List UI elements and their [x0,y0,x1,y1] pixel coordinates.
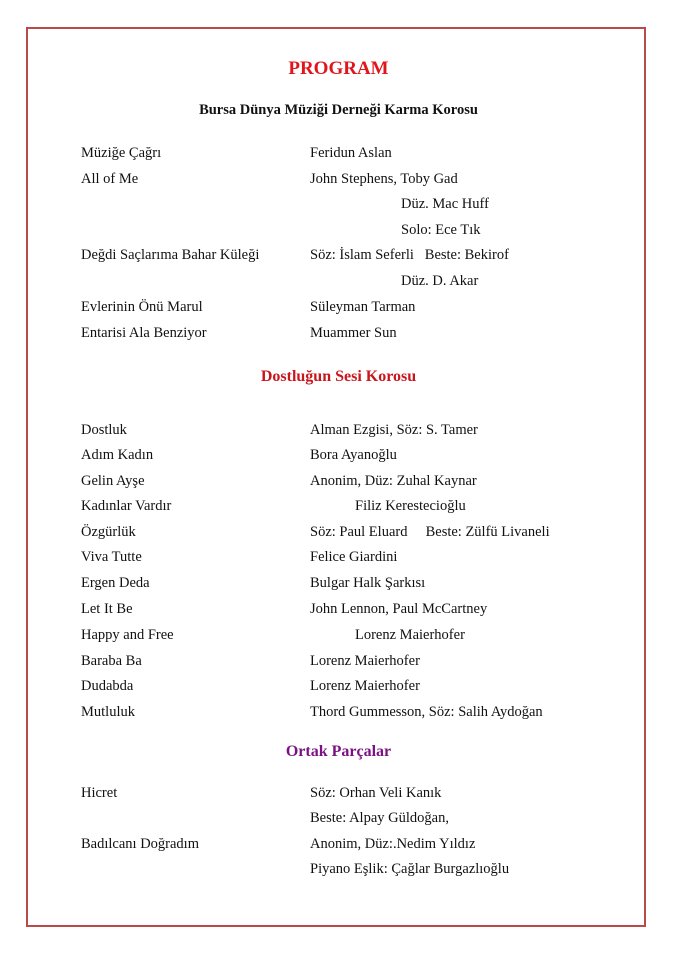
song-credit: John Stephens, Toby Gad [310,171,458,187]
song-title: Entarisi Ala Benziyor [81,325,207,341]
program-row [0,247,677,269]
song-title: Özgürlük [81,524,136,540]
program-row [0,704,677,726]
song-title: Evlerinin Önü Marul [81,299,203,315]
program-row [0,145,677,167]
song-credit: Anonim, Düz:.Nedim Yıldız [310,836,476,852]
choir2-title: Dostluğun Sesi Korosu [260,368,417,385]
song-title: Let It Be [81,601,133,617]
program-row [0,785,677,807]
program-row [0,836,677,858]
song-title: All of Me [81,171,139,187]
choir1-title: Bursa Dünya Müziği Derneği Karma Korosu [199,102,478,118]
program-row [0,273,677,295]
program-row [0,810,677,832]
song-credit: Düz. Mac Huff [401,196,489,212]
song-title: Mutluluk [81,704,135,720]
song-title: Viva Tutte [81,549,142,565]
program-row [0,299,677,321]
song-credit: Felice Giardini [310,549,398,565]
song-credit: Feridun Aslan [310,145,392,161]
song-title: Happy and Free [81,627,174,643]
song-title: Badılcanı Doğradım [81,836,199,852]
song-credit: Düz. D. Akar [401,273,479,289]
song-title: Müziğe Çağrı [81,145,162,161]
song-title: Ergen Deda [81,575,150,591]
song-title: Baraba Ba [81,653,142,669]
song-credit: Piyano Eşlik: Çağlar Burgazlıoğlu [310,861,510,877]
song-credit: Beste: Alpay Güldoğan, [310,810,449,826]
program-row [0,171,677,193]
program-row [0,678,677,700]
program-row [0,549,677,571]
song-title: Kadınlar Vardır [81,498,172,514]
song-title: Hicret [81,785,118,801]
song-credit: Solo: Ece Tık [401,222,481,238]
song-credit: Bulgar Halk Şarkısı [310,575,426,591]
song-title: Dostluk [81,422,127,438]
program-row [0,575,677,597]
song-credit: Alman Ezgisi, Söz: S. Tamer [310,422,478,438]
song-credit: Bora Ayanoğlu [310,447,397,463]
program-row [0,325,677,347]
program-row [0,498,677,520]
song-title: Dudabda [81,678,134,694]
song-credit: Söz: Orhan Veli Kanık [310,785,442,801]
song-credit: Söz: Paul Eluard Beste: Zülfü Livaneli [310,524,550,540]
song-credit: Süleyman Tarman [310,299,416,315]
common-title: Ortak Parçalar [285,743,392,760]
program-row [0,222,677,244]
song-credit: Thord Gummesson, Söz: Salih Aydoğan [310,704,543,720]
song-title: Gelin Ayşe [81,473,145,489]
song-credit: Anonim, Düz: Zuhal Kaynar [310,473,477,489]
program-row [0,627,677,649]
song-credit: Lorenz Maierhofer [310,653,420,669]
program-row [0,524,677,546]
song-credit: Filiz Kerestecioğlu [355,498,466,514]
program-row [0,601,677,623]
song-credit: Lorenz Maierhofer [355,627,465,643]
program-row [0,447,677,469]
program-row [0,653,677,675]
program-row [0,196,677,218]
program-row [0,861,677,883]
program-row [0,473,677,495]
song-credit: John Lennon, Paul McCartney [310,601,488,617]
program-title: PROGRAM [288,58,389,79]
song-credit: Muammer Sun [310,325,397,341]
song-credit: Söz: İslam Seferli Beste: Bekirof [310,247,509,263]
song-title: Değdi Saçlarıma Bahar Küleği [81,247,260,263]
song-credit: Lorenz Maierhofer [310,678,420,694]
program-row [0,422,677,444]
song-title: Adım Kadın [81,447,154,463]
